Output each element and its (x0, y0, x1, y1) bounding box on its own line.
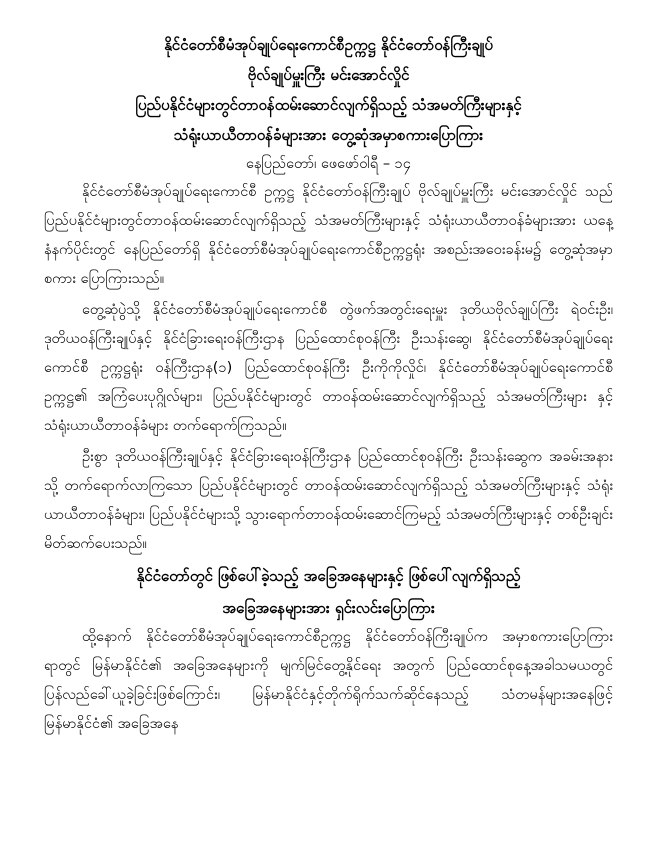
title-line-4: သံရုံးယာယီတာဝန်ခံများအား တွေ့ဆုံအမှာစကားပြောကြား (173, 126, 484, 144)
section-heading-line-1: နိုင်ငံတော်တွင် ဖြစ်ပေါ်ခဲ့သည့် အခြေအနေများနှင့် ဖြစ်ပေါ်လျက်ရှိသည့် (136, 567, 521, 585)
dateline: နေပြည်တော်၊ ဖေဖော်ဝါရီ – ၁၄ (246, 156, 411, 172)
paragraph-2: တွေ့ဆုံပွဲသို့ နိုင်ငံတော်စီမံအုပ်ချုပ်ရေးကောင်စီ တွဲဖက်အတွင်းရေးမှူး ဒုတိယဗိုလ်ချုပ်ကြီး ရဲဝင်းဦး၊ ဒုတိယဝန်ကြီးချုပ်နှင့် နိုင်ငံခြားရေးဝန်ကြီးဌာန ပြည်ထောင်စုဝန်ကြီး ဦးသန်းဆွေ၊ နိုင်ငံတော်စီမံအုပ်ချုပ်ရေးကောင်စီ ဥက္ကဋ္ဌရုံး ဝန်ကြီးဌာန(၁) ပြည်ထောင်စုဝန်ကြီး ဦးကိုကိုလှိုင်၊ နိုင်ငံတော်စီမံအုပ်ချုပ်ရေးကောင်စီဥက္ကဋ္ဌ၏ အကြံပေးပုဂ္ဂိုလ်များ၊ ပြည်ပနိုင်ငံများတွင် တာဝန်ထမ်းဆောင်လျက်ရှိသည့် သံအမတ်ကြီးများ နှင့် သံရုံးယာယီတာဝန်ခံများ တက်ရောက်ကြသည်။ (44, 302, 613, 434)
paragraph-1: နိုင်ငံတော်စီမံအုပ်ချုပ်ရေးကောင်စီ ဥက္ကဋ္ဌ နိုင်ငံတော်ဝန်ကြီးချုပ် ဗိုလ်ချုပ်မှူးကြီး မင်းအောင်လှိုင် သည် ပြည်ပနိုင်ငံများတွင်တာဝန်ထမ်းဆောင်လျက်ရှိသည့် သံအမတ်ကြီးများနှင့် သံရုံးယာယီတာဝန်ခံများအား ယနေ့နံနက်ပိုင်းတွင် နေပြည်တော်ရှိ နိုင်ငံတော်စီမံအုပ်ချုပ်ရေးကောင်စီဥက္ကဋ္ဌရုံး အစည်းအဝေးခန်းမ၌ တွေ့ဆုံအမှာစကား ပြောကြားသည်။ (44, 184, 613, 287)
title-line-2: ဗိုလ်ချုပ်မှူးကြီး မင်းအောင်လှိုင် (247, 66, 410, 84)
section-paragraph: ထို့နောက် နိုင်ငံတော်စီမံအုပ်ချုပ်ရေးကောင်စီဥက္ကဋ္ဌ နိုင်ငံတော်ဝန်ကြီးချုပ်က အမှာစကားပြောကြားရာတွင် မြန်မာနိုင်ငံ၏ အခြေအနေများကို မျက်မြင်တွေ့နိုင်ရေး အတွက် ပြည်ထောင်စုနေ့အခါသမယတွင် ပြန်လည်ခေါ်ယူခဲ့ခြင်းဖြစ်ကြောင်း၊ မြန်မာနိုင်ငံနှင့်တိုက်ရိုက်သက်ဆိုင်နေသည့် သံတမန်များအနေဖြင့် မြန်မာနိုင်ငံ၏ အခြေအနေ (44, 629, 613, 732)
section-heading-line-2: အခြေအနေများအား ရှင်းလင်းပြောကြား (222, 599, 435, 617)
paragraph-3: ဦးစွာ ဒုတိယဝန်ကြီးချုပ်နှင့် နိုင်ငံခြားရေးဝန်ကြီးဌာန ပြည်ထောင်စုဝန်ကြီး ဦးသန်းဆွေက အခမ်းအနားသို့ တက်ရောက်လာကြသော ပြည်ပနိုင်ငံများတွင် တာဝန်ထမ်းဆောင်လျက်ရှိသည့် သံအမတ်ကြီးများနှင့် သံရုံးယာယီတာဝန်ခံများ၊ ပြည်ပနိုင်ငံများသို့ သွားရောက်တာဝန်ထမ်းဆောင်ကြမည့် သံအမတ်ကြီးများနှင့် တစ်ဦးချင်း မိတ်ဆက်ပေးသည်။ (44, 449, 613, 552)
title-line-3: ပြည်ပနိုင်ငံများတွင်တာဝန်ထမ်းဆောင်လျက်ရှိသည့် သံအမတ်ကြီးများနှင့် (135, 96, 522, 114)
title-line-1: နိုင်ငံတော်စီမံအုပ်ချုပ်ရေးကောင်စီဥက္ကဋ္ဌ နိုင်ငံတော်ဝန်ကြီးချုပ် (164, 36, 493, 54)
